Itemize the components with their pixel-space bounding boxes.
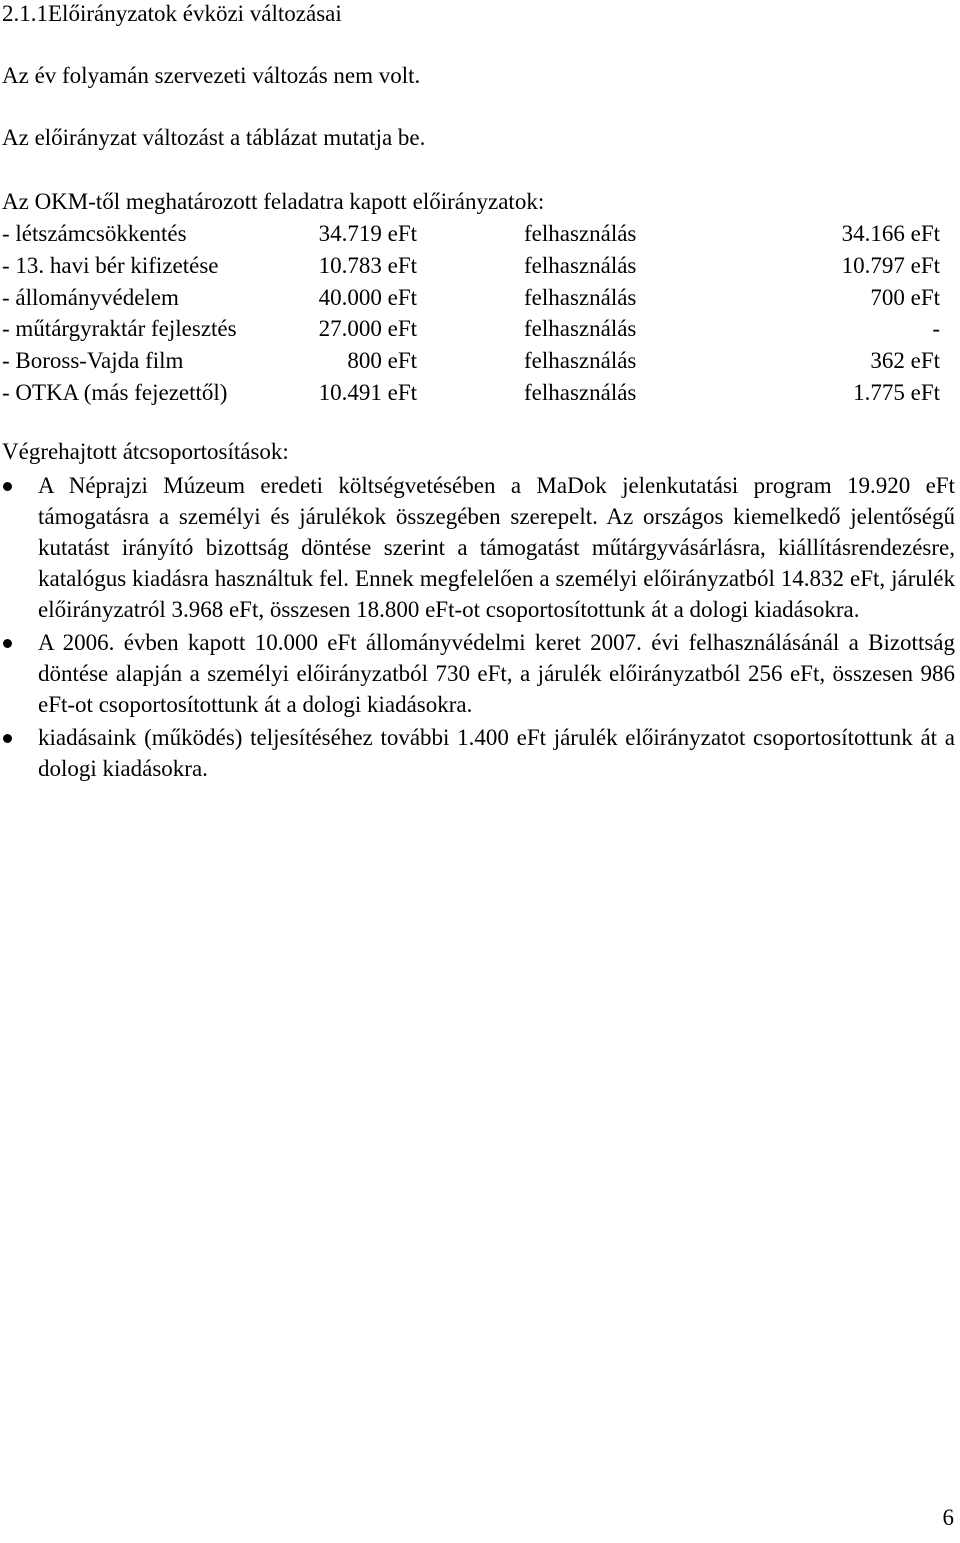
allocation-name: - műtárgyraktár fejlesztés xyxy=(2,316,237,342)
allocations-intro: Az OKM-től meghatározott feladatra kapott előirányzatok: xyxy=(2,189,545,214)
list-item-text: A Néprajzi Múzeum eredeti költségvetésében a MaDok jelenkutatási program 19.920 eFt támogatásra a személyi és járulékok összegében szerepelt. Az országos kiemelkedő jelentőségű kutatást irányító bizottság döntése szerint a támogatást műtárgyvásárlásra, kiállításrendezésre, katalógus kiadásra használtuk fel. Ennek megfelelően a személyi előirányzatból 14.832 eFt, járulék előirányzatról 3.968 eFt, összesen 18.800 eFt-ot csoportosítottunk át a dologi kiadásokra. xyxy=(38,473,955,622)
usage-amount: 1.775 eFt xyxy=(853,379,940,405)
allocation-amount: 800 eFt xyxy=(347,348,417,374)
regroupings-list xyxy=(0,470,960,786)
usage-amount: - xyxy=(932,316,940,342)
allocation-amount: 34.719 eFt xyxy=(318,221,417,246)
allocation-name: - Boross-Vajda film xyxy=(2,348,184,374)
allocation-row xyxy=(2,250,940,282)
list-item xyxy=(0,627,955,720)
allocation-amount: 10.491 eFt xyxy=(318,379,417,405)
allocation-amount: 27.000 eFt xyxy=(318,316,417,342)
regroupings-title: Végrehajtott átcsoportosítások: xyxy=(2,439,289,464)
usage-amount: 700 eFt xyxy=(870,284,940,310)
list-item xyxy=(0,722,955,784)
allocation-name: - OTKA (más fejezettől) xyxy=(2,379,228,405)
page-number: 6 xyxy=(942,1505,954,1530)
usage-label: felhasználás xyxy=(524,221,637,246)
allocation-name: - 13. havi bér kifizetése xyxy=(2,252,219,278)
usage-label: felhasználás xyxy=(524,348,637,374)
list-item-text: kiadásaink (működés) teljesítéséhez további 1.400 eFt járulék előirányzatot csoportosítottunk át a dologi kiadásokra. xyxy=(38,725,955,781)
allocation-name: - létszámcsökkentés xyxy=(2,221,187,246)
list-item-text: A 2006. évben kapott 10.000 eFt állományvédelmi keret 2007. évi felhasználásánál a Bizottság döntése alapján a személyi előirányzatból 730 eFt, a járulék előirányzatból 256 eFt, összesen 986 eFt-ot csoportosítottunk át a dologi kiadásokra. xyxy=(38,630,955,717)
bullet-icon xyxy=(3,734,12,743)
usage-amount: 10.797 eFt xyxy=(841,252,940,278)
bullet-icon xyxy=(3,639,12,648)
usage-amount: 362 eFt xyxy=(870,348,940,374)
usage-label: felhasználás xyxy=(524,316,637,342)
allocation-row xyxy=(2,345,940,377)
usage-label: felhasználás xyxy=(524,379,637,405)
bullet-icon xyxy=(3,482,12,491)
allocation-row xyxy=(2,282,940,314)
allocation-amount: 10.783 eFt xyxy=(318,252,417,278)
usage-label: felhasználás xyxy=(524,284,637,310)
allocation-amount: 40.000 eFt xyxy=(318,284,417,310)
allocation-row xyxy=(2,313,940,345)
allocation-row xyxy=(2,218,940,250)
usage-label: felhasználás xyxy=(524,252,637,278)
allocations-table xyxy=(2,218,940,409)
usage-amount: 34.166 eFt xyxy=(841,221,940,246)
allocation-row xyxy=(2,377,940,409)
list-item xyxy=(0,470,955,625)
paragraph-org-change: Az év folyamán szervezeti változás nem volt. xyxy=(2,63,421,88)
allocation-name: - állományvédelem xyxy=(2,284,179,310)
paragraph-table-intro: Az előirányzat változást a táblázat mutatja be. xyxy=(2,125,426,150)
section-heading: 2.1.1Előirányzatok évközi változásai xyxy=(2,1,342,26)
